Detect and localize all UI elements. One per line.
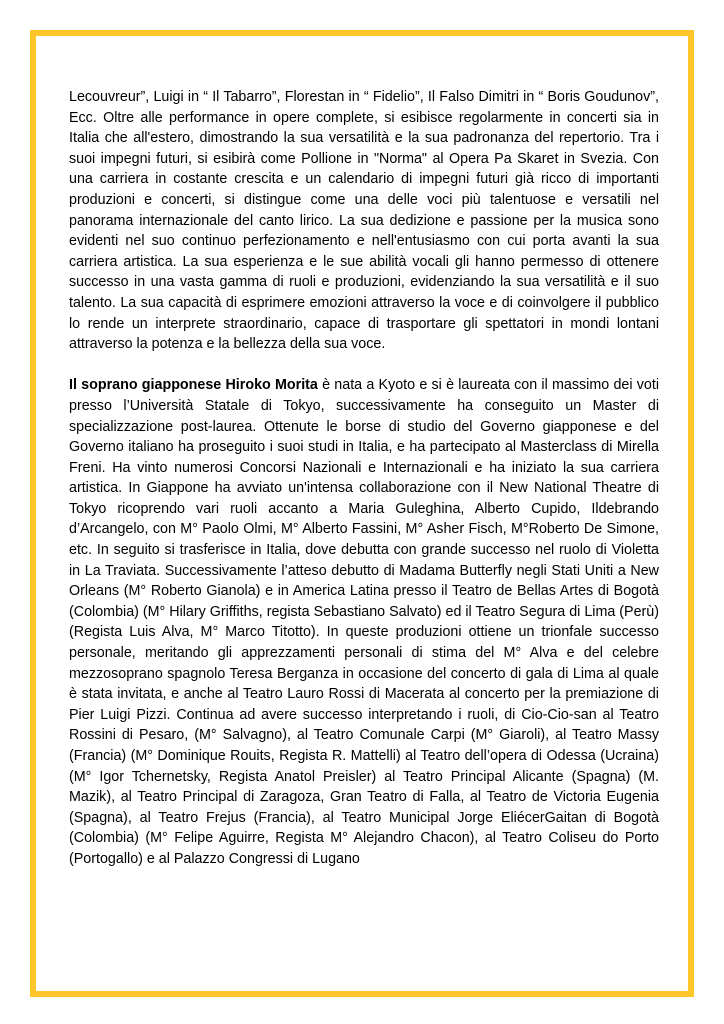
paragraph-biography-soprano	[69, 375, 659, 869]
soprano-name-lead: Il soprano giapponese Hiroko Morita	[69, 377, 318, 394]
paragraph-biography-tenor: Lecouvreur”, Luigi in “ Il Tabarro”, Florestan in “ Fidelio”, Il Falso Dimitri in “ Boris Goudunov”, Ecc. Oltre alle performance in opere complete, si esibisce regolarmente in concerti sia in Italia che all'estero, dimostrando la sua versatilità e la sua padronanza del repertorio. Tra i suoi impegni futuri, si esibirà come Pollione in "Norma" al Opera Pa Skaret in Svezia. Con una carriera in costante crescita e un calendario di impegni futuri già ricco di importanti produzioni e concerti, si distingue come una delle voci più talentuose e versatili nel panorama internazionale del canto lirico. La sua dedizione e passione per la musica sono evidenti nel suo continuo perfezionamento e nell'entusiasmo con cui porta avanti la sua carriera artistica. La sua esperienza e le sue abilità vocali gli hanno permesso di ottenere successo in una vasta gamma di ruoli e produzioni, evidenziando la sua versatilità e il suo talento. La sua capacità di esprimere emozioni attraverso la voce e di coinvolgere il pubblico lo rende un interprete straordinario, capace di trasportare gli spettatori in mondi lontani attraverso la potenza e la bellezza della sua voce.	[69, 89, 659, 353]
paragraph-spacer	[69, 355, 659, 376]
soprano-biography-text: è nata a Kyoto e si è laureata con il massimo dei voti presso l’Università Statale di Tokyo, successivamente ha conseguito un Master di specializzazione post-laurea. Ottenute le borse di studio del Governo giapponese e del Governo italiano ha proseguito i suoi studi in Italia, e ha partecipato al Masterclass di Mirella Freni. Ha vinto numerosi Concorsi Nazionali e Internazionali e ha iniziato la sua carriera artistica. In Giappone ha avviato un'intensa collaborazione con il New National Theatre di Tokyo ricoprendo vari ruoli accanto a Maria Guleghina, Alberto Cupido, Ildebrando d’Arcangelo, con M° Paolo Olmi, M° Alberto Fassini, M° Asher Fisch, M°Roberto De Simone, etc. In seguito si trasferisce in Italia, dove debutta con grande successo nel ruolo di Violetta in La Traviata. Successivamente l’atteso debutto di Madama Butterfly negli Stati Uniti a New Orleans (M° Roberto Gianola) e in America Latina presso il Teatro de Bellas Artes di Bogotà (Colombia) (M° Hilary Griffiths, regista Sebastiano Salvato) ed il Teatro Segura di Lima (Perù) (Regista Luis Alva, M° Marco Titotto). In queste produzioni ottiene un trionfale successo personale, meritando gli apprezzamenti personali di stima del M° Alva e del celebre mezzosoprano spagnolo Teresa Berganza in occasione del concerto di gala di Lima al quale è stata invitata, e anche al Teatro Lauro Rossi di Macerata al concerto per la premiazione di Pier Luigi Pizzi. Continua ad avere successo interpretando i ruoli, di Cio-Cio-san al Teatro Rossini di Pesaro, (M° Salvagno), al Teatro Comunale Carpi (M° Giaroli), al Teatro Massy (Francia) (M° Dominique Rouits, Regista R. Mattelli) al Teatro dell’opera di Odessa (Ucraina) (M° Igor Tchernetsky, Regista Anatol Preisler) al Teatro Principal Alicante (Spagna) (M. Mazik), al Teatro Principal di Zaragoza, Gran Teatro di Falla, al Teatro de Victoria Eugenia (Spagna), al Teatro Frejus (Francia), al Teatro Municipal Jorge EliécerGaitan di Bogotà (Colombia) (M° Felipe Aguirre, Regista M° Alejandro Chacon), al Teatro Coliseu do Porto (Portogallo) e al Palazzo Congressi di Lugano	[69, 377, 660, 867]
document-body	[69, 87, 659, 870]
